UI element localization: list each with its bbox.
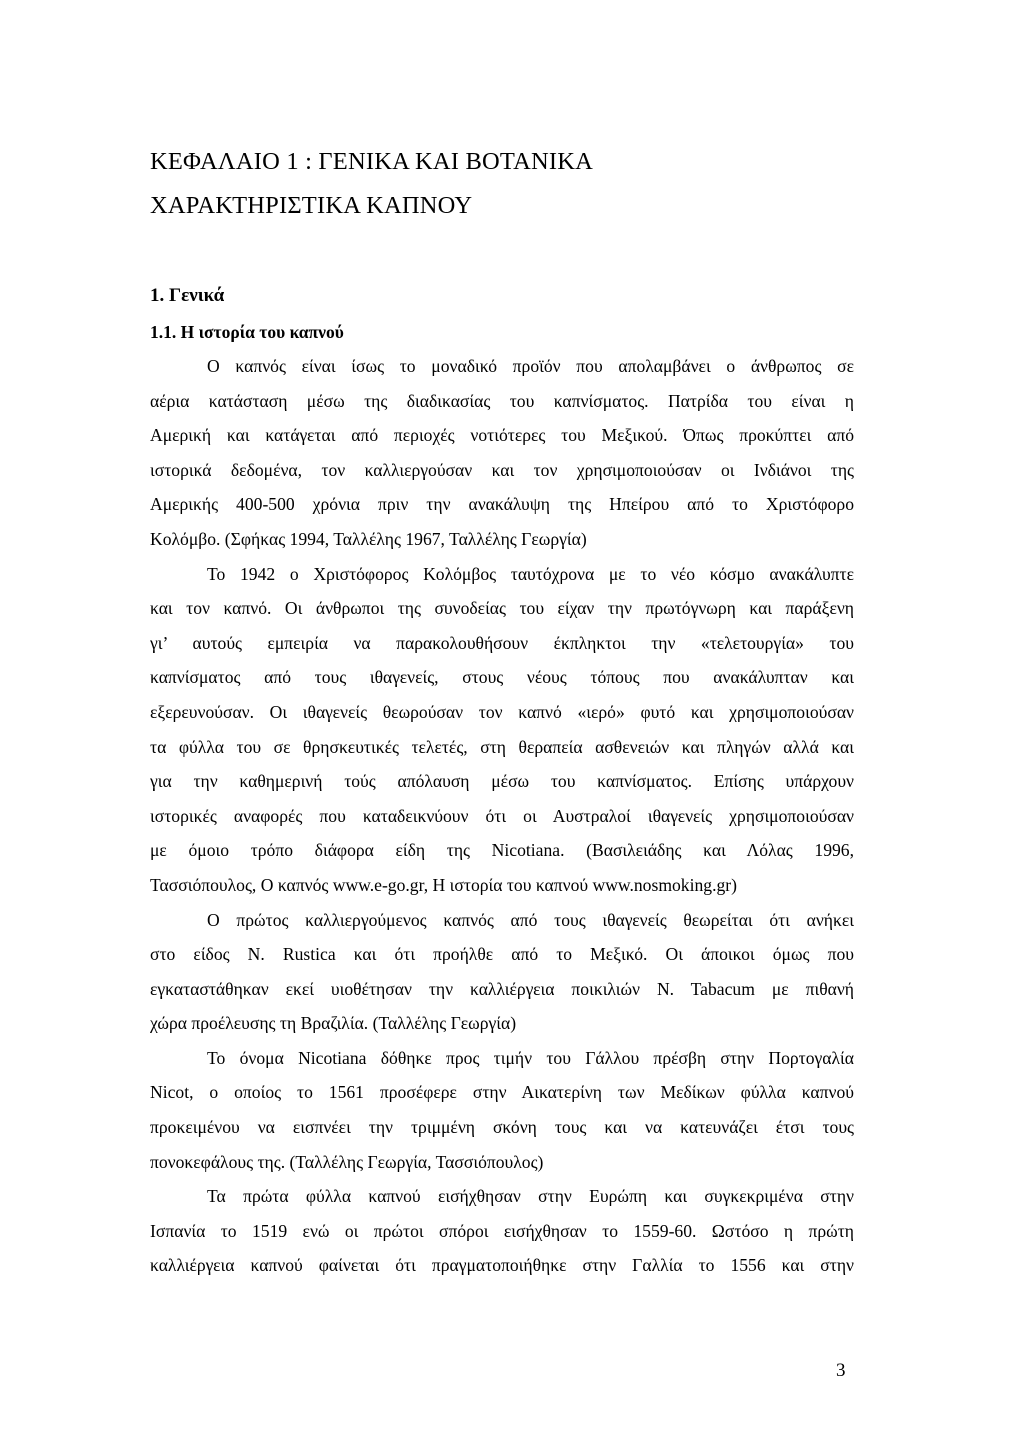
subsection-heading: 1.1. Η ιστορία του καπνού bbox=[150, 322, 344, 342]
text-line: Ο πρώτος καλλιεργούμενος καπνός από τους ιθαγενείς θεωρείται ότι ανήκει bbox=[207, 909, 854, 930]
paragraph bbox=[150, 557, 854, 903]
paragraph bbox=[150, 1041, 854, 1179]
text-line: Ο καπνός είναι ίσως το μοναδικό προϊόν που απολαμβάνει ο άνθρωπος σε bbox=[207, 356, 854, 376]
text-line: στο είδος N. Rustica και ότι προήλθε από το Μεξικό. Οι άποικοι όμως που bbox=[150, 944, 854, 965]
text-line: με όμοιο τρόπο διάφορα είδη της Nicotiana. (Βασιλειάδης και Λόλας 1996, bbox=[150, 840, 854, 861]
text-line: Τα πρώτα φύλλα καπνού εισήχθησαν στην Ευρώπη και συγκεκριμένα στην bbox=[207, 1186, 854, 1207]
text-line: τα φύλλα του σε θρησκευτικές τελετές, στη θεραπεία ασθενειών και πληγών αλλά και bbox=[150, 736, 854, 757]
paragraph bbox=[150, 1179, 854, 1283]
text-line: Το όνομα Nicotiana δόθηκε προς τιμήν του Γάλλου πρέσβη στην Πορτογαλία bbox=[207, 1047, 854, 1068]
text-line: προκειμένου να εισπνέει την τριμμένη σκόνη τους και να κατευνάζει έτσι τους bbox=[150, 1117, 854, 1138]
text-line: ιστορικές αναφορές που καταδεικνύουν ότι οι Αυστραλοί ιθαγενείς χρησιμοποιούσαν bbox=[150, 805, 854, 826]
text-line: καπνίσματος από τους ιθαγενείς, στους νέους τόπους που ανακάλυπταν και bbox=[150, 667, 854, 688]
text-line: Ισπανία το 1519 ενώ οι πρώτοι σπόροι εισήχθησαν το 1559-60. Ωστόσο η πρώτη bbox=[150, 1220, 854, 1241]
text-line: Αμερική και κατάγεται από περιοχές νοτιότερες του Μεξικού. Όπως προκύπτει από bbox=[150, 425, 854, 446]
text-line: χώρα προέλευσης τη Βραζιλία. (Ταλλέλης Γεωργία) bbox=[150, 1013, 517, 1034]
paragraph bbox=[150, 903, 854, 1041]
text-line: και τον καπνό. Οι άνθρωποι της συνοδείας του είχαν την πρωτόγνωρη και παράξενη bbox=[150, 598, 854, 619]
text-line: Το 1942 ο Χριστόφορος Κολόμβος ταυτόχρονα με το νέο κόσμο ανακάλυπτε bbox=[207, 563, 854, 584]
section-heading: 1. Γενικά bbox=[150, 285, 225, 306]
text-line: αέρια κατάσταση μέσω της διαδικασίας του καπνίσματος. Πατρίδα του είναι η bbox=[150, 390, 854, 411]
text-line: Τασσιόπουλος, Ο καπνός www.e-go.gr, Η ιστορία του καπνού www.nosmoking.gr) bbox=[150, 874, 738, 895]
chapter-title-line-1: ΚΕΦΑΛΑΙΟ 1 : ΓΕΝΙΚΑ ΚΑΙ ΒΟΤΑΝΙΚΑ bbox=[150, 148, 594, 175]
text-line: γι’ αυτούς εμπειρία να παρακολουθήσουν έκπληκτοι την «τελετουργία» του bbox=[150, 632, 854, 653]
chapter-title bbox=[150, 140, 850, 228]
text-line: ιστορικά δεδομένα, τον καλλιεργούσαν και τον χρησιμοποιούσαν οι Ινδιάνοι της bbox=[150, 459, 854, 480]
body-text bbox=[150, 349, 854, 1283]
text-line: εγκαταστάθηκαν εκεί υιοθέτησαν την καλλιέργεια ποικιλιών N. Tabacum με πιθανή bbox=[150, 978, 854, 999]
text-line: Nicot, ο οποίος το 1561 προσέφερε στην Αικατερίνη των Μεδίκων φύλλα καπνού bbox=[150, 1082, 854, 1103]
chapter-title-line-2: ΧΑΡΑΚΤΗΡΙΣΤΙΚΑ ΚΑΠΝΟΥ bbox=[150, 192, 473, 219]
text-line: Αμερικής 400-500 χρόνια πριν την ανακάλυψη της Ηπείρου από το Χριστόφορο bbox=[150, 494, 854, 515]
text-line: για την καθημερινή τούς απόλαυση μέσω του καπνίσματος. Επίσης υπάρχουν bbox=[150, 771, 854, 792]
paragraph bbox=[150, 349, 854, 557]
text-line: εξερευνούσαν. Οι ιθαγενείς θεωρούσαν τον καπνό «ιερό» φυτό και χρησιμοποιούσαν bbox=[150, 701, 854, 722]
text-line: Κολόμβο. (Σφήκας 1994, Ταλλέλης 1967, Ταλλέλης Γεωργία) bbox=[150, 528, 587, 549]
text-line: πονοκεφάλους της. (Ταλλέλης Γεωργία, Τασσιόπουλος) bbox=[150, 1151, 544, 1172]
text-line: καλλιέργεια καπνού φαίνεται ότι πραγματοποιήθηκε στην Γαλλία το 1556 και στην bbox=[150, 1255, 854, 1276]
page-number: 3 bbox=[836, 1360, 846, 1381]
